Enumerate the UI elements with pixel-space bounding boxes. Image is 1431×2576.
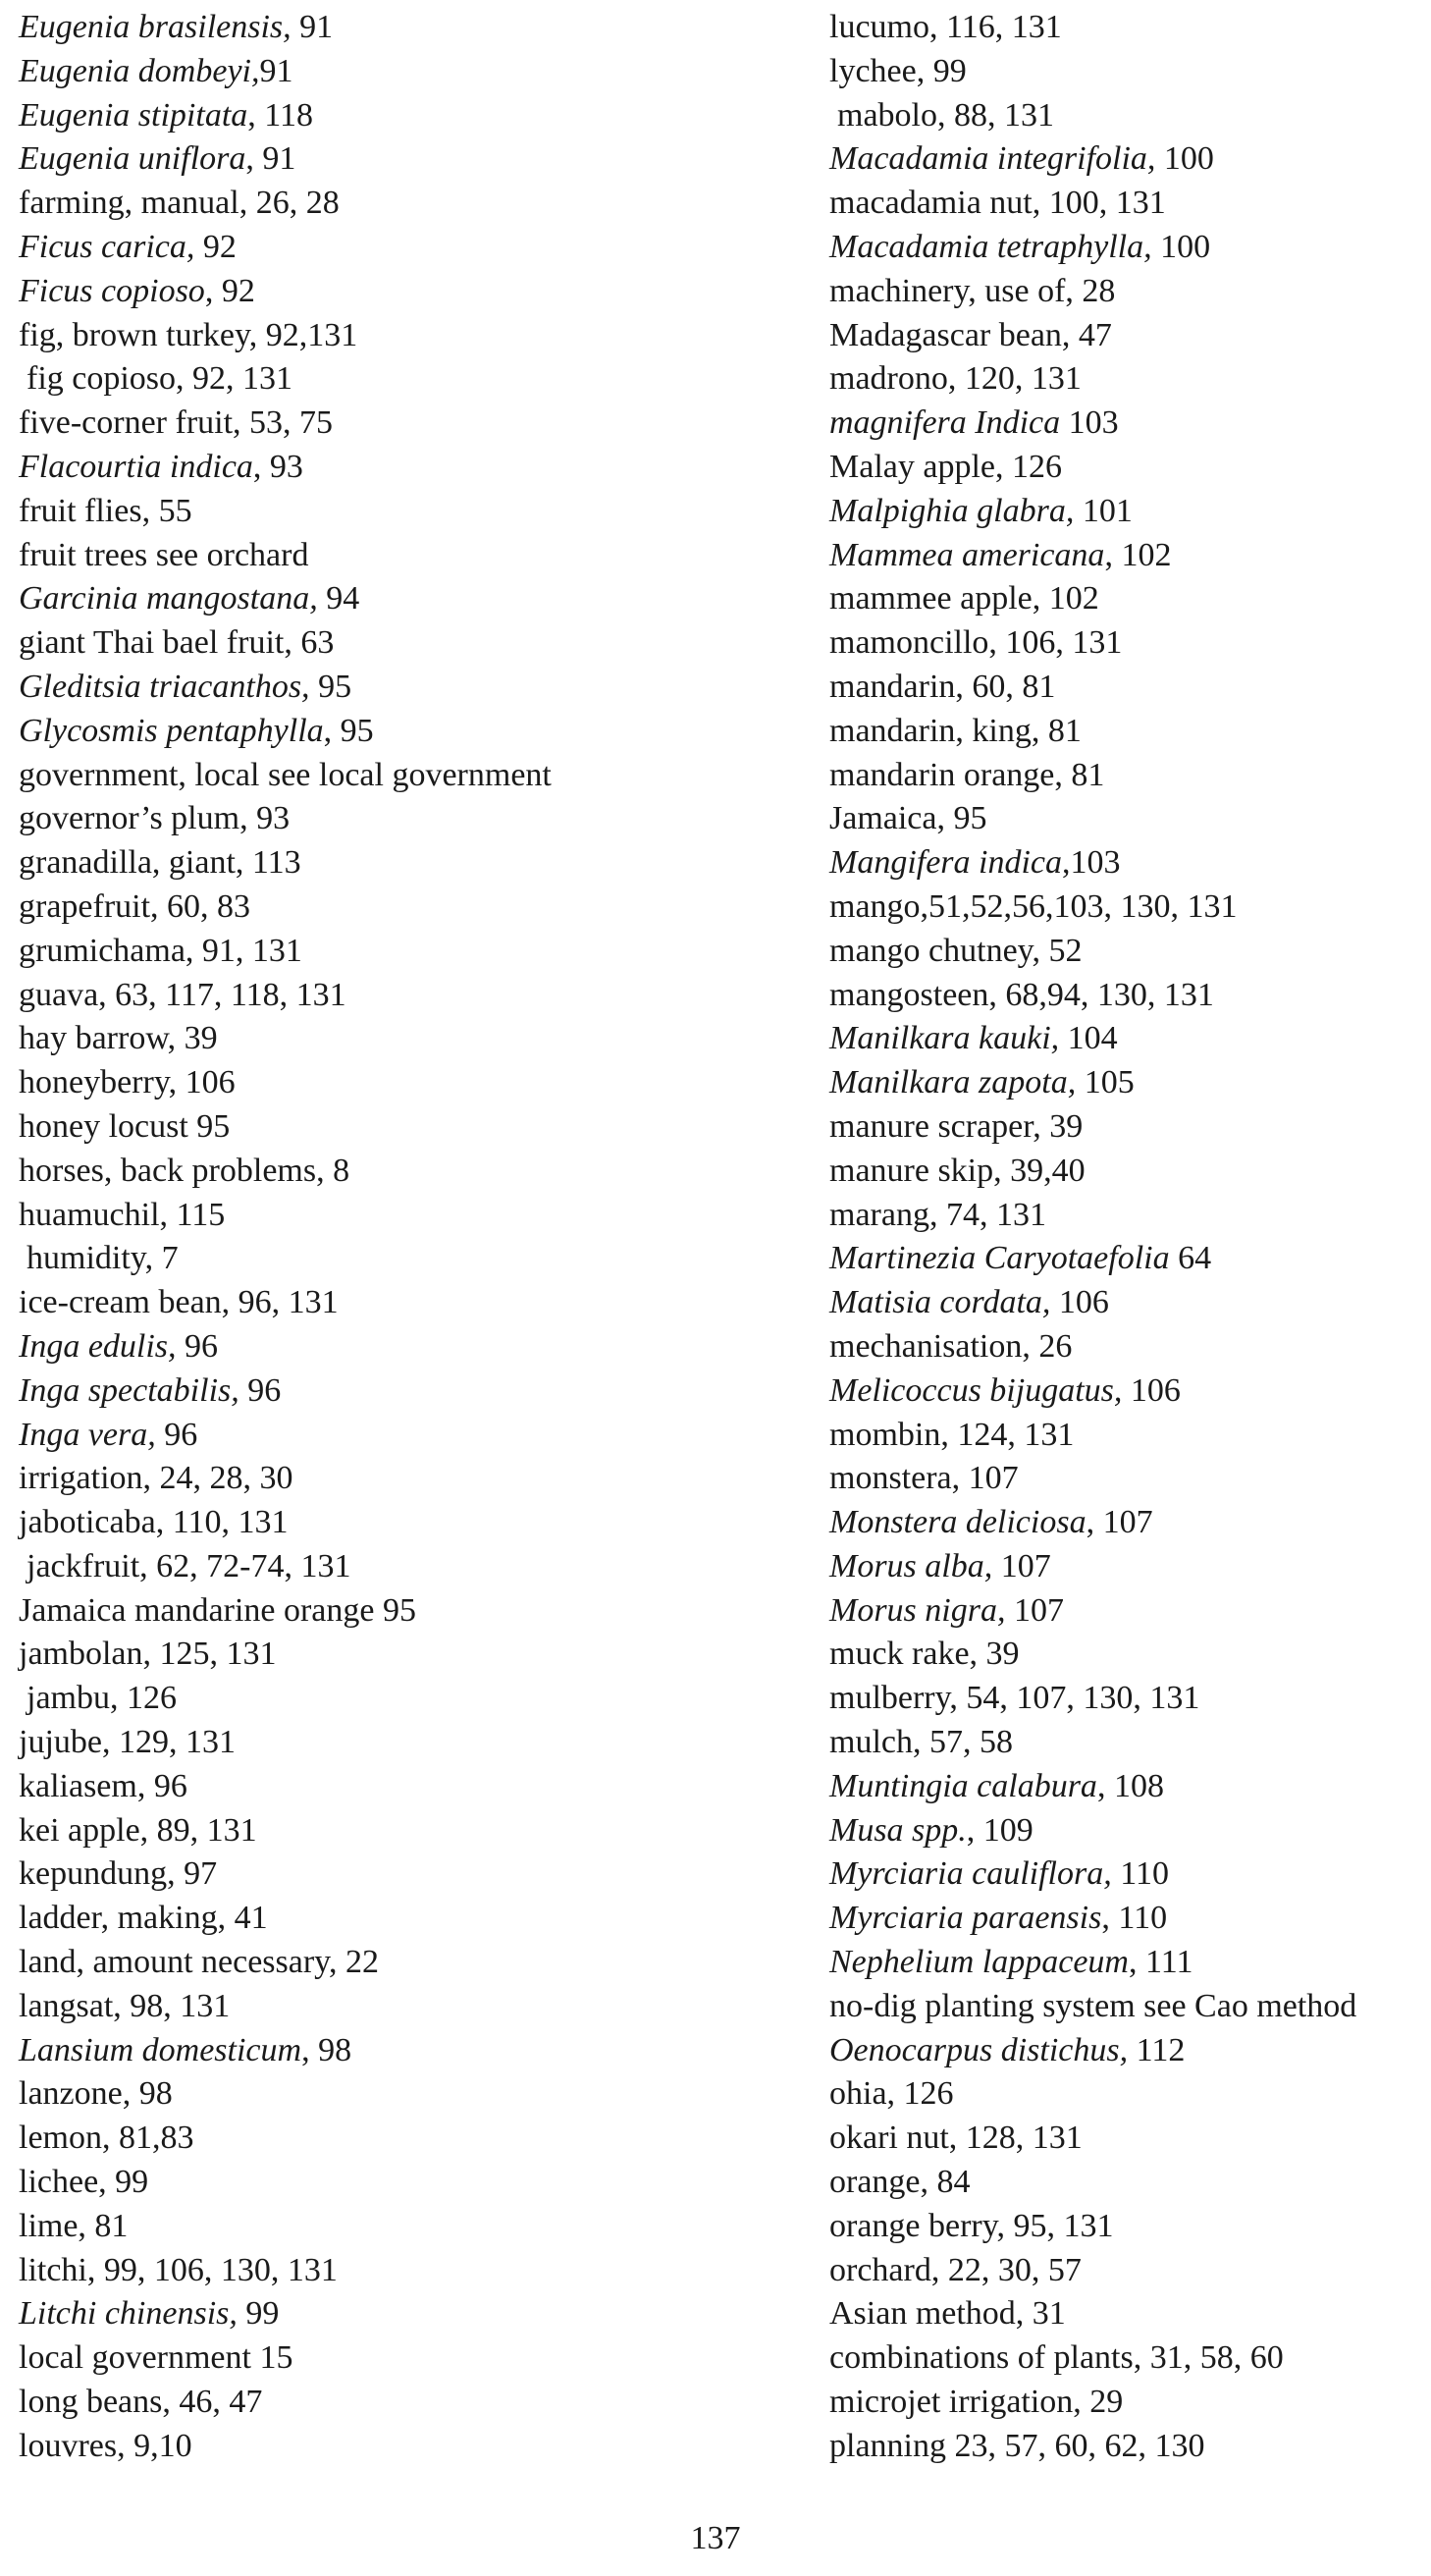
index-entry (829, 2161, 1418, 2205)
index-entry (829, 1017, 1418, 1061)
index-term: muck rake, 39 (829, 1636, 1020, 1673)
index-term: mandarin, king, 81 (829, 712, 1082, 749)
index-term: mango,51,52,56,103, 130, 131 (829, 887, 1238, 925)
index-term: Jamaica, 95 (829, 800, 987, 837)
index-term: grapefruit, 60, 83 (19, 887, 251, 925)
index-entry (829, 930, 1418, 974)
index-term: grumichama, 91, 131 (19, 932, 302, 969)
index-term: lychee, 99 (829, 52, 967, 89)
index-term: kaliasem, 96 (19, 1767, 187, 1804)
index-entry (829, 357, 1418, 402)
index-term: jambu, 126 (26, 1680, 177, 1717)
index-entry (19, 754, 794, 798)
index-entry (19, 2072, 794, 2117)
index-term: lime, 81 (19, 2207, 129, 2244)
index-term: lemon, 81,83 (19, 2120, 194, 2157)
index-term: government, local see local government (19, 756, 552, 793)
index-entry (19, 1061, 794, 1105)
index-entry (19, 1809, 794, 1853)
index-entry (19, 50, 794, 94)
index-entry (19, 666, 794, 710)
index-entry (829, 226, 1418, 270)
index-page-refs: 94 (317, 580, 360, 617)
index-term: Inga spectabilis, (19, 1371, 239, 1409)
index-term: giant Thai bael fruit, 63 (19, 624, 335, 662)
index-entry (19, 2029, 794, 2073)
index-term: magnifera Indica (829, 404, 1061, 442)
index-entry (19, 490, 794, 534)
index-entry (829, 797, 1418, 841)
index-term: Morus nigra, (829, 1591, 1006, 1629)
index-term: ice-cream bean, 96, 131 (19, 1284, 339, 1321)
index-page-refs: 110 (1111, 1855, 1169, 1893)
index-term: machinery, use of, 28 (829, 272, 1116, 309)
index-entry (19, 710, 794, 754)
index-term: mandarin, 60, 81 (829, 668, 1056, 705)
index-term: Monstera deliciosa (829, 1504, 1086, 1541)
index-page-refs: 106 (1122, 1371, 1181, 1409)
index-term: Muntingia calabura (829, 1767, 1097, 1804)
index-entry (829, 50, 1418, 94)
index-term: lucumo, 116, 131 (829, 9, 1062, 45)
index-entry (829, 2029, 1418, 2073)
index-term: Oenocarpus distichus, (829, 2031, 1129, 2068)
index-term: mombin, 124, 131 (829, 1416, 1075, 1453)
index-entry (829, 1985, 1418, 2029)
index-term: Manilkara zapota, (829, 1064, 1077, 1101)
index-term: Martinezia Caryotaefolia (829, 1240, 1170, 1277)
index-entry (829, 137, 1418, 182)
index-term: Lansium domesticum (19, 2031, 302, 2068)
index-page-refs: , 109 (966, 1811, 1034, 1849)
index-entry (19, 797, 794, 841)
index-term: mandarin orange, 81 (829, 756, 1105, 793)
index-entry (19, 314, 794, 358)
index-page-refs: 103 (1060, 404, 1119, 442)
index-entry (829, 1809, 1418, 1853)
index-entry (19, 930, 794, 974)
index-page-refs: 106 (1050, 1284, 1109, 1321)
index-term: mamoncillo, 106, 131 (829, 624, 1123, 662)
index-entry (829, 2072, 1418, 2117)
index-page-refs: 101 (1074, 492, 1133, 529)
index-entry (829, 886, 1418, 930)
index-term: Eugenia stipitata (19, 96, 248, 134)
index-term: Eugenia uniflora (19, 140, 246, 178)
index-term: Asian method, 31 (829, 2295, 1066, 2333)
index-page-refs: , 92 (204, 272, 255, 309)
index-term: jujube, 129, 131 (19, 1724, 236, 1761)
index-page-refs: 92 (194, 228, 237, 265)
index-entry (829, 2249, 1418, 2293)
index-term: Inga vera, (19, 1416, 156, 1453)
index-page-refs: , 107 (1086, 1504, 1153, 1541)
index-term: Madagascar bean, 47 (829, 316, 1112, 353)
index-entry (829, 1457, 1418, 1501)
index-term: Eugenia brasilensis, (19, 9, 292, 45)
index-page-refs: 104 (1059, 1020, 1118, 1057)
index-entry (829, 1237, 1418, 1281)
index-entry (19, 1852, 794, 1897)
index-term: manure skip, 39,40 (829, 1152, 1086, 1189)
index-term: jaboticaba, 110, 131 (19, 1504, 289, 1541)
index-term: fig, brown turkey, 92,131 (19, 316, 358, 353)
index-entry (19, 1150, 794, 1194)
index-term: Musa spp. (829, 1811, 967, 1849)
index-entry (19, 1017, 794, 1061)
index-entry (829, 666, 1418, 710)
index-term: Nephelium lappaceum (829, 1944, 1129, 1981)
index-term: Matisia cordata, (829, 1284, 1051, 1321)
index-entry (19, 1677, 794, 1721)
index-term: okari nut, 128, 131 (829, 2120, 1083, 2157)
index-term: Flacourtia indica (19, 448, 253, 485)
index-page-refs: 64 (1169, 1240, 1212, 1277)
index-entry (19, 226, 794, 270)
index-term: orchard, 22, 30, 57 (829, 2251, 1082, 2288)
index-entry (19, 1457, 794, 1501)
index-entry (19, 1985, 794, 2029)
index-entry (829, 1897, 1418, 1941)
index-term: Litchi chinensis, (19, 2295, 238, 2333)
index-entry (19, 1765, 794, 1809)
index-entry (19, 1414, 794, 1458)
index-term: mulch, 57, 58 (829, 1724, 1013, 1761)
index-entry (829, 1765, 1418, 1809)
index-entry (19, 1237, 794, 1281)
index-term: jackfruit, 62, 72-74, 131 (26, 1547, 351, 1584)
index-entry (829, 490, 1418, 534)
index-term: combinations of plants, 31, 58, 60 (829, 2339, 1284, 2377)
page-number: 137 (690, 2520, 741, 2556)
index-entry (19, 2205, 794, 2249)
index-entry (19, 182, 794, 226)
index-entry (19, 137, 794, 182)
index-term: Mammea americana (829, 536, 1105, 573)
index-page-refs: 96 (155, 1416, 198, 1453)
index-term: fruit trees see orchard (19, 536, 309, 573)
index-entry (19, 402, 794, 446)
index-term: Gleditsia triacanthos, (19, 668, 310, 705)
index-term: monstera, 107 (829, 1460, 1019, 1497)
index-entry (19, 1325, 794, 1369)
index-entry (19, 1897, 794, 1941)
index-entry (829, 1281, 1418, 1325)
index-entry (19, 2425, 794, 2469)
index-entry (19, 534, 794, 578)
index-entry (829, 270, 1418, 314)
index-term: mabolo, 88, 131 (837, 96, 1054, 134)
index-entry (19, 1941, 794, 1985)
index-page-refs: , 98 (301, 2031, 352, 2068)
index-term: madrono, 120, 131 (829, 360, 1082, 398)
index-term: lanzone, 98 (19, 2075, 173, 2113)
index-term: Glycosmis pentaphylla (19, 712, 324, 749)
index-term: mangosteen, 68,94, 130, 131 (829, 976, 1214, 1013)
index-column-right (829, 6, 1418, 2469)
index-entry (829, 2117, 1418, 2161)
index-entry (19, 1369, 794, 1414)
index-term: Morus alba, (829, 1547, 993, 1584)
index-term: humidity, 7 (26, 1240, 179, 1277)
index-page-refs: , 93 (252, 448, 303, 485)
index-term: honeyberry, 106 (19, 1064, 236, 1101)
index-page-refs: , 108 (1096, 1767, 1164, 1804)
index-term: Macadamia integrifolia, (829, 140, 1156, 178)
index-entry (19, 2292, 794, 2336)
index-page-refs: 105 (1076, 1064, 1135, 1101)
index-entry (829, 1369, 1418, 1414)
index-term: farming, manual, 26, 28 (19, 185, 340, 222)
index-term: Inga edulis, (19, 1327, 177, 1365)
index-term: ohia, 126 (829, 2075, 954, 2113)
index-term: irrigation, 24, 28, 30 (19, 1460, 293, 1497)
index-term: no-dig planting system see Cao method (829, 1987, 1357, 2024)
index-term: mammee apple, 102 (829, 580, 1099, 617)
index-entry (829, 1501, 1418, 1545)
index-term: Myrciaria paraensis (829, 1900, 1102, 1937)
index-entry (829, 1150, 1418, 1194)
index-entry (829, 1633, 1418, 1677)
index-entry (19, 2336, 794, 2381)
index-entry (19, 1501, 794, 1545)
index-entry (829, 841, 1418, 886)
index-entry (19, 6, 794, 50)
index-entry (829, 402, 1418, 446)
index-entry (829, 710, 1418, 754)
index-term: fruit flies, 55 (19, 492, 192, 529)
index-entry (829, 1414, 1418, 1458)
index-column-left (19, 6, 794, 2469)
index-term: Garcinia mangostana, (19, 580, 318, 617)
index-term: governor’s plum, 93 (19, 800, 291, 837)
index-entry (19, 1589, 794, 1634)
index-page-refs: , 118 (247, 96, 314, 134)
index-term: manure scraper, 39 (829, 1107, 1084, 1145)
index-entry (19, 1633, 794, 1677)
index-term: jambolan, 125, 131 (19, 1636, 277, 1673)
index-entry (829, 577, 1418, 621)
index-page-refs: 95 (309, 668, 352, 705)
index-entry (19, 577, 794, 621)
index-entry (19, 1281, 794, 1325)
index-entry (19, 841, 794, 886)
index-page-refs: 91 (291, 9, 334, 45)
index-term: planning 23, 57, 60, 62, 130 (829, 2427, 1205, 2464)
index-term: Melicoccus bijugatus, (829, 1371, 1123, 1409)
index-page-refs: 107 (1005, 1591, 1064, 1629)
index-term: mango chutney, 52 (829, 932, 1083, 969)
index-page-refs: 99 (237, 2295, 280, 2333)
index-entry (829, 1941, 1418, 1985)
index-term: Eugenia dombeyi, (19, 52, 260, 89)
index-entry (829, 1194, 1418, 1238)
index-term: Myrciaria cauliflora, (829, 1855, 1112, 1893)
index-term: Ficus copioso (19, 272, 205, 309)
index-page-refs: 100 (1151, 228, 1211, 265)
index-term: mechanisation, 26 (829, 1327, 1073, 1365)
index-entry (829, 1325, 1418, 1369)
index-term: Ficus carica, (19, 228, 195, 265)
index-term: land, amount necessary, 22 (19, 1944, 379, 1981)
index-term: horses, back problems, 8 (19, 1152, 350, 1189)
index-entry (829, 974, 1418, 1018)
index-term: langsat, 98, 131 (19, 1987, 231, 2024)
index-term: marang, 74, 131 (829, 1196, 1046, 1233)
index-entry (829, 1061, 1418, 1105)
index-entry (829, 754, 1418, 798)
index-term: mulberry, 54, 107, 130, 131 (829, 1680, 1200, 1717)
index-term: kepundung, 97 (19, 1855, 218, 1893)
index-entry (829, 2381, 1418, 2425)
index-entry (19, 886, 794, 930)
index-term: louvres, 9,10 (19, 2427, 192, 2464)
index-entry (19, 1105, 794, 1150)
index-entry (829, 6, 1418, 50)
index-entry (829, 2205, 1418, 2249)
index-page-refs: , 102 (1104, 536, 1172, 573)
index-entry (829, 1545, 1418, 1589)
index-entry (19, 270, 794, 314)
index-entry (829, 621, 1418, 666)
index-entry (19, 2249, 794, 2293)
index-entry (19, 974, 794, 1018)
index-page-refs: ,103 (1062, 844, 1121, 882)
index-term: macadamia nut, 100, 131 (829, 185, 1166, 222)
index-entry (829, 1677, 1418, 1721)
index-term: litchi, 99, 106, 130, 131 (19, 2251, 338, 2288)
index-page-refs: , 95 (323, 712, 374, 749)
index-entry (19, 2117, 794, 2161)
index-entry (19, 357, 794, 402)
index-term: ladder, making, 41 (19, 1900, 268, 1937)
index-term: Manilkara kauki, (829, 1020, 1060, 1057)
index-term: five-corner fruit, 53, 75 (19, 404, 334, 442)
index-page-refs: 96 (238, 1371, 282, 1409)
index-term: Macadamia tetraphylla, (829, 228, 1152, 265)
index-term: guava, 63, 117, 118, 131 (19, 976, 346, 1013)
index-term: Jamaica mandarine orange 95 (19, 1591, 416, 1629)
index-page-refs: , 91 (245, 140, 296, 178)
index-term: Malay apple, 126 (829, 448, 1062, 485)
index-entry (829, 2425, 1418, 2469)
index-entry (829, 446, 1418, 490)
index-term: fig copioso, 92, 131 (26, 360, 293, 398)
index-term: hay barrow, 39 (19, 1020, 218, 1057)
index-entry (829, 314, 1418, 358)
index-term: lichee, 99 (19, 2164, 149, 2201)
index-page-refs: 107 (992, 1547, 1051, 1584)
index-entry (829, 94, 1418, 138)
index-page-refs: 96 (176, 1327, 219, 1365)
index-entry (19, 621, 794, 666)
index-term: honey locust 95 (19, 1107, 231, 1145)
index-term: orange berry, 95, 131 (829, 2207, 1114, 2244)
index-entry (829, 534, 1418, 578)
index-entry (19, 2161, 794, 2205)
index-entry (19, 1194, 794, 1238)
index-entry (829, 182, 1418, 226)
index-term: kei apple, 89, 131 (19, 1811, 257, 1849)
index-entry (19, 446, 794, 490)
index-page-refs: 91 (259, 52, 293, 89)
index-entry (829, 1721, 1418, 1765)
index-entry (829, 2292, 1418, 2336)
index-term: Malpighia glabra, (829, 492, 1075, 529)
index-term: Mangifera indica (829, 844, 1063, 882)
index-entry (19, 1545, 794, 1589)
index-term: long beans, 46, 47 (19, 2384, 263, 2421)
index-term: local government 15 (19, 2339, 293, 2377)
index-term: granadilla, giant, 113 (19, 844, 301, 882)
index-term: huamuchil, 115 (19, 1196, 226, 1233)
index-page-refs: , 110 (1101, 1900, 1168, 1937)
index-entry (19, 94, 794, 138)
index-page-refs: 100 (1155, 140, 1214, 178)
index-entry (829, 1589, 1418, 1634)
index-entry (829, 1105, 1418, 1150)
index-page-refs: 112 (1128, 2031, 1186, 2068)
index-page-refs: , 111 (1129, 1944, 1193, 1981)
index-entry (19, 2381, 794, 2425)
index-term: orange, 84 (829, 2164, 971, 2201)
index-entry (829, 2336, 1418, 2381)
index-term: microjet irrigation, 29 (829, 2384, 1124, 2421)
index-entry (19, 1721, 794, 1765)
index-entry (829, 1852, 1418, 1897)
